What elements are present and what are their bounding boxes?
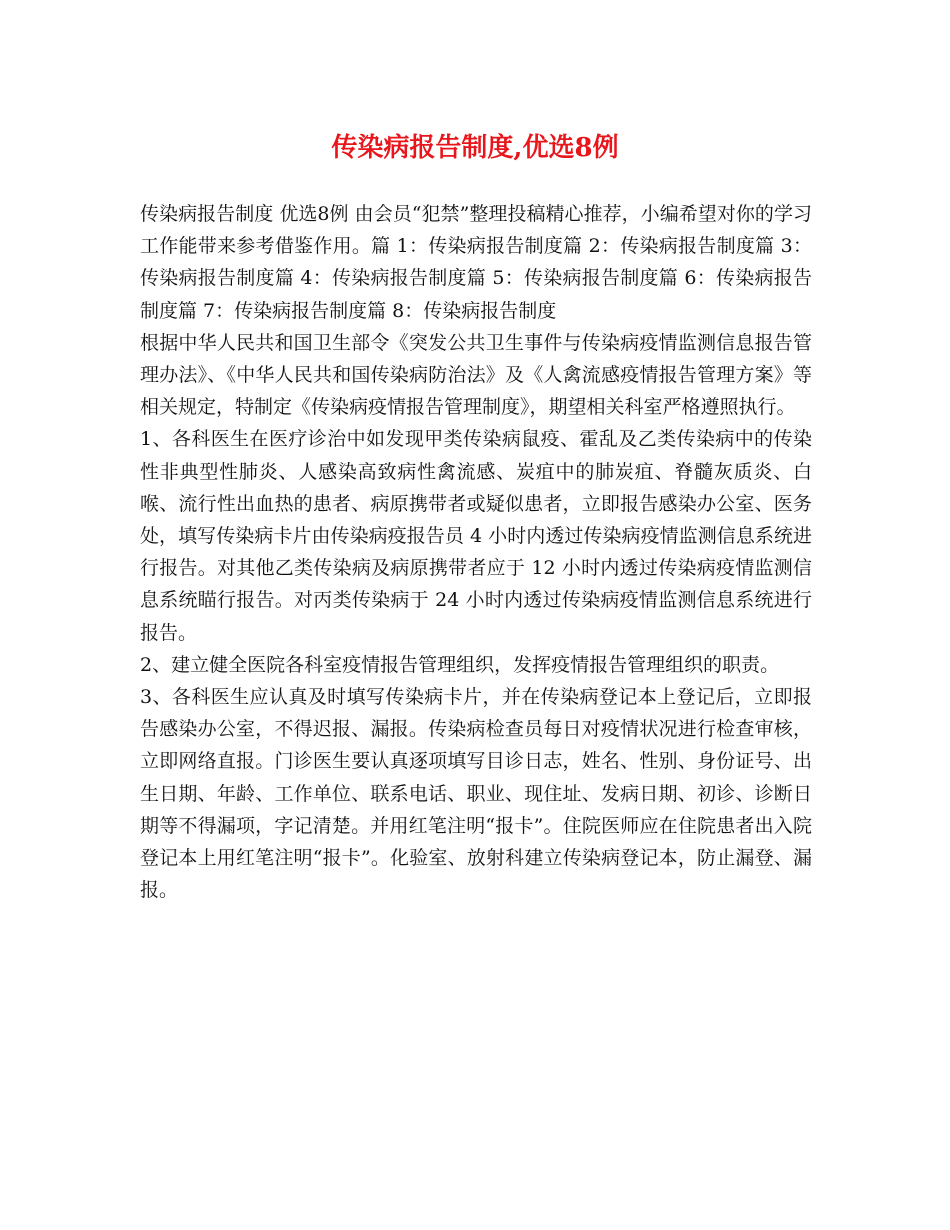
paragraph-item-1: 1、各科医生在医疗诊治中如发现甲类传染病鼠疫、霍乱及乙类传染病中的传染性非典型性肺炎、人感染高致病性禽流感、炭疽中的肺炭疽、脊髓灰质炎、白喉、流行性出血热的患者、病原携带者或疑似患者，立即报告感染办公室、医务处，填写传染病卡片由传染病疫报告员 4 小时内透过传染病疫情监测信息系统进行报告。对其他乙类传染病及病原携带者应于 12 小时内透过传染病疫情监测信息系统瞄行报告。对丙类传染病于 24 小时内透过传染病疫情监测信息系统进行报告。 [140, 428, 812, 644]
document-title: 传染病报告制度,优选8例 [331, 133, 619, 163]
paragraph-intro: 传染病报告制度 优选8例 由会员“犯禁”整理投稿精心推荐，小编希望对你的学习工作能带来参考借鉴作用。篇 1：传染病报告制度篇 2：传染病报告制度篇 3：传染病报告制度篇 4：传染病报告制度篇 5：传染病报告制度篇 6：传染病报告制度篇 7：传染病报告制度篇 8：传染病报告制度 [140, 203, 812, 322]
paragraph-basis: 根据中华人民共和国卫生部令《突发公共卫生事件与传染病疫情监测信息报告管理办法》、《中华人民共和国传染病防治法》及《人禽流感疫情报告管理方案》等相关规定，特制定《传染病疫情报告管理制度》，期望相关科室严格遵照执行。 [140, 331, 812, 419]
paragraph-item-3: 3、各科医生应认真及时填写传染病卡片，并在传染病登记本上登记后，立即报告感染办公室，不得迟报、漏报。传染病检查员每日对疫情状况进行检查审核，立即网络直报。门诊医生要认真逐项填写目诊日志，姓名、性别、身份证号、出生日期、年龄、工作单位、联系电话、职业、现住址、发病日期、初诊、诊断日期等不得漏项，字记清楚。并用红笔注明“报卡”。住院医师应在住院患者出入院登记本上用红笔注明“报卡”。化验室、放射科建立传染病登记本，防止漏登、漏报。 [140, 686, 812, 902]
document-body [140, 198, 812, 906]
paragraph-item-2: 2、建立健全医院各科室疫情报告管理组织，发挥疫情报告管理组织的职责。 [140, 653, 780, 676]
